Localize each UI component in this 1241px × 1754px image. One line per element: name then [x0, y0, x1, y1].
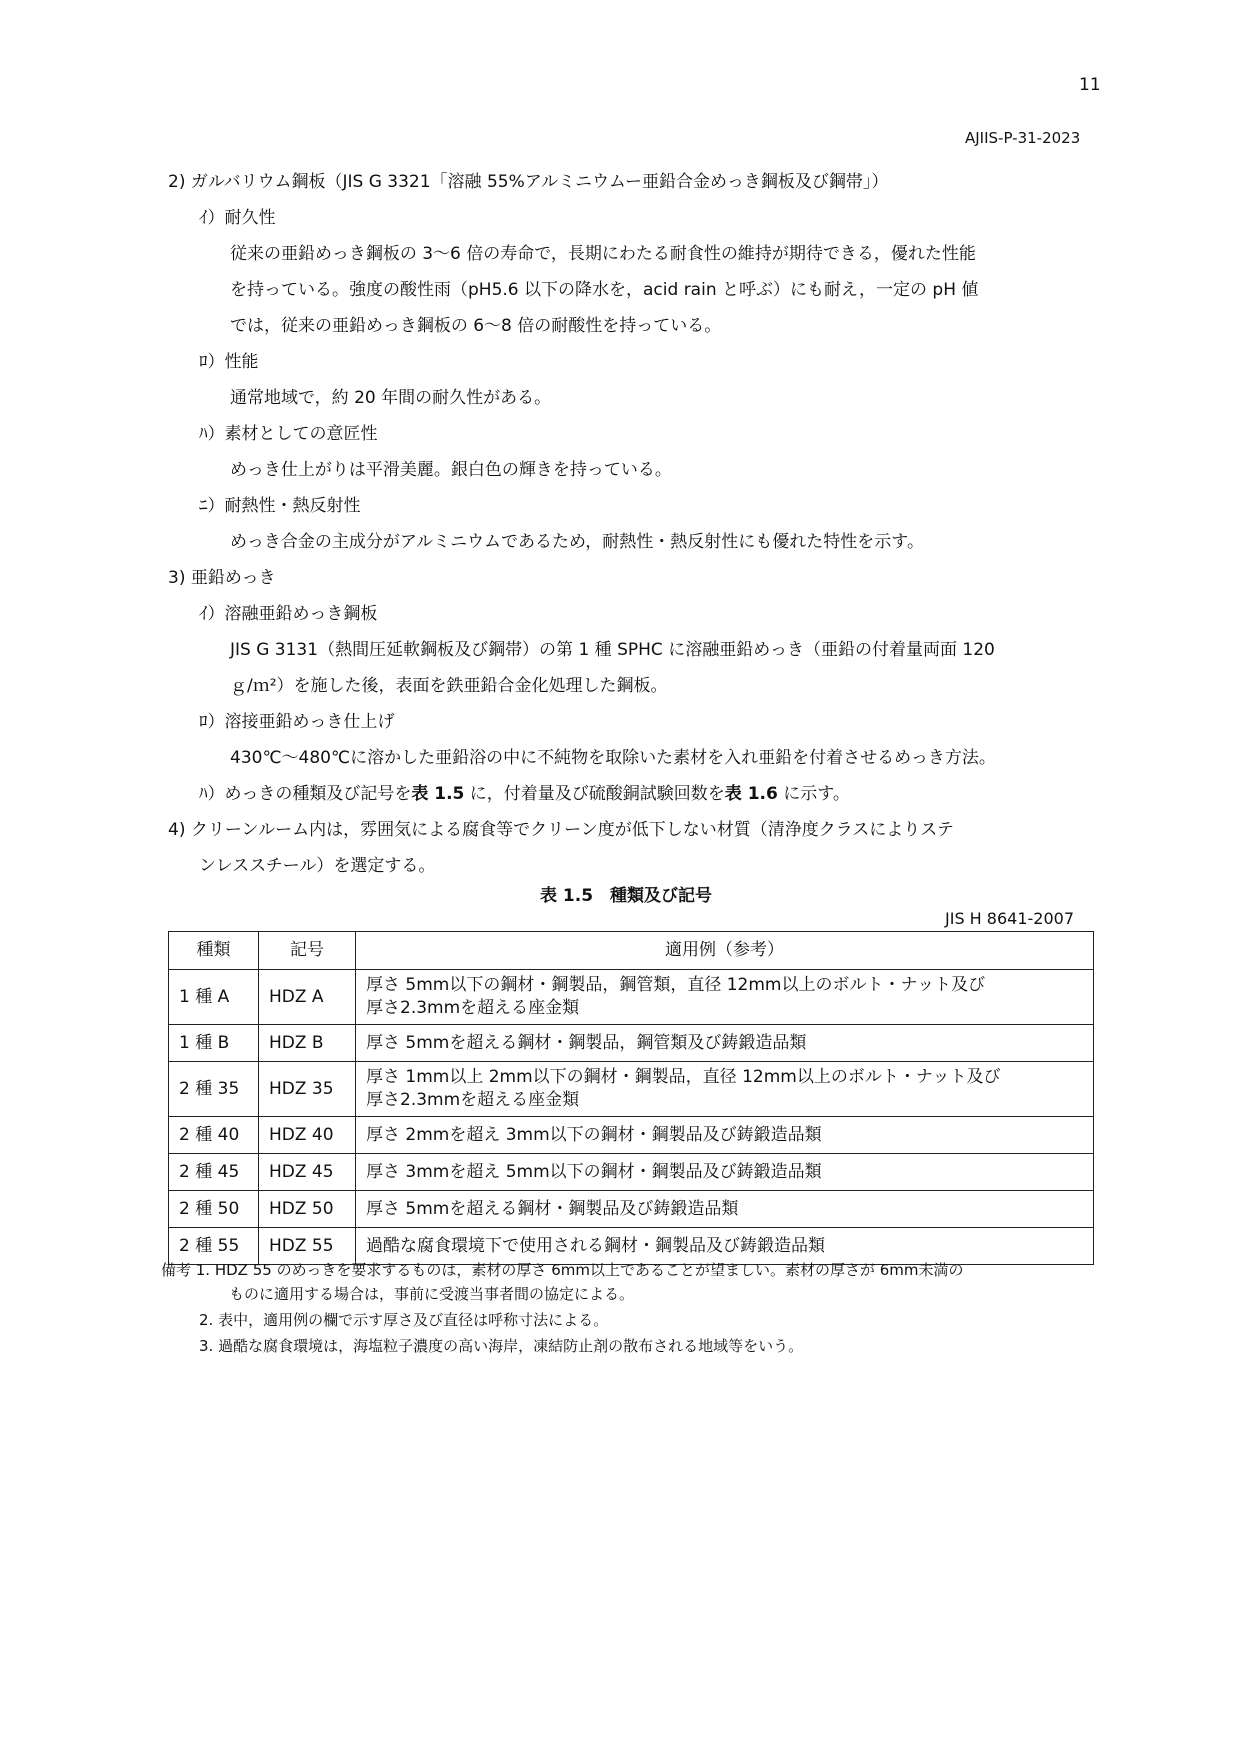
- subsection-heading: ｲ）溶融亜鉛めっき鋼板: [199, 604, 378, 624]
- cell-use: 厚さ 3mmを超え 5mm以下の鋼材・鋼製品及び鋳鍛造品類: [356, 1154, 1094, 1191]
- table-row: [169, 1191, 1094, 1228]
- section-heading: 4) クリーンルーム内は，雰囲気による腐食等でクリーン度が低下しない材質（清浄度クラスによりステ: [168, 820, 954, 840]
- cell-symbol: HDZ 50: [259, 1191, 356, 1228]
- paragraph-line: ンレススチール）を選定する。: [199, 856, 436, 876]
- cell-symbol: HDZ 40: [259, 1117, 356, 1154]
- cell-kind: 2 種 55: [169, 1228, 259, 1265]
- cell-kind: 1 種 B: [169, 1025, 259, 1062]
- document-id: AJIIS-P-31-2023: [965, 129, 1081, 147]
- table-reference: 表 1.6: [724, 784, 778, 804]
- use-line: 厚さ 1mm以上 2mm以下の鋼材・鋼製品，直径 12mm以上のボルト・ナット及び: [366, 1067, 1001, 1087]
- subsection-heading: ﾊ）素材としての意匠性: [199, 424, 378, 444]
- subsection-heading: ﾛ）性能: [199, 352, 259, 372]
- table-standard: JIS H 8641-2007: [945, 909, 1075, 928]
- subsection-heading: ﾆ）耐熱性・熱反射性: [199, 496, 361, 516]
- line-text: に示す。: [777, 784, 850, 804]
- subsection-line: [199, 782, 850, 806]
- table-header-row: [169, 932, 1094, 970]
- table-row: [169, 1062, 1094, 1117]
- cell-kind: 1 種 A: [169, 970, 259, 1025]
- cell-kind: 2 種 50: [169, 1191, 259, 1228]
- paragraph-line: 通常地域で，約 20 年間の耐久性がある。: [230, 388, 552, 408]
- cell-use: [356, 1062, 1094, 1117]
- cell-use: [356, 970, 1094, 1025]
- table-reference: 表 1.5: [411, 784, 465, 804]
- table-row: [169, 1154, 1094, 1191]
- page-number: 11: [1079, 75, 1101, 95]
- table-row: [169, 970, 1094, 1025]
- header-symbol: 記号: [259, 932, 356, 970]
- section-heading: 3) 亜鉛めっき: [168, 568, 276, 588]
- subsection-heading: ﾛ）溶接亜鉛めっき仕上げ: [199, 712, 395, 732]
- cell-kind: 2 種 40: [169, 1117, 259, 1154]
- cell-symbol: HDZ A: [259, 970, 356, 1025]
- table-row: [169, 1025, 1094, 1062]
- paragraph-line: 従来の亜鉛めっき鋼板の 3～6 倍の寿命で，長期にわたる耐食性の維持が期待できる，優れた性能: [230, 244, 976, 264]
- cell-use: 厚さ 5mmを超える鋼材・鋼製品，鋼管類及び鋳鍛造品類: [356, 1025, 1094, 1062]
- header-kind: 種類: [169, 932, 259, 970]
- paragraph-line: ｇ/ｍ²）を施した後，表面を鉄亜鉛合金化処理した鋼板。: [230, 676, 668, 696]
- use-line: 厚さ 5mm以下の鋼材・鋼製品，鋼管類，直径 12mm以上のボルト・ナット及び: [366, 975, 986, 995]
- cell-symbol: HDZ 35: [259, 1062, 356, 1117]
- cell-use: 厚さ 5mmを超える鋼材・鋼製品及び鋳鍛造品類: [356, 1191, 1094, 1228]
- cell-symbol: HDZ 55: [259, 1228, 356, 1265]
- table-caption: 表 1.5 種類及び記号: [540, 886, 713, 906]
- line-text: ﾊ）めっきの種類及び記号を: [199, 784, 412, 804]
- section-heading: 2) ガルバリウム鋼板（JIS G 3321「溶融 55%アルミニウムー亜鉛合金めっき鋼板及び鋼帯」）: [168, 172, 889, 192]
- subsection-heading: ｲ）耐久性: [199, 208, 276, 228]
- header-use: 適用例（参考）: [356, 932, 1094, 970]
- cell-symbol: HDZ 45: [259, 1154, 356, 1191]
- use-line: 厚さ2.3mmを超える座金類: [366, 1090, 580, 1110]
- paragraph-line: 430℃～480℃に溶かした亜鉛浴の中に不純物を取除いた素材を入れ亜鉛を付着させるめっき方法。: [230, 748, 996, 768]
- cell-kind: 2 種 35: [169, 1062, 259, 1117]
- spec-table: [168, 931, 1094, 1265]
- table-note: ものに適用する場合は，事前に受渡当事者間の協定による。: [229, 1285, 635, 1303]
- table-note: 3. 過酷な腐食環境は，海塩粒子濃度の高い海岸，凍結防止剤の散布される地域等をいう。: [199, 1337, 804, 1355]
- table-note: 2. 表中，適用例の欄で示す厚さ及び直径は呼称寸法による。: [199, 1311, 609, 1329]
- paragraph-line: JIS G 3131（熱間圧延軟鋼板及び鋼帯）の第 1 種 SPHC に溶融亜鉛めっき（亜鉛の付着量両面 120: [230, 640, 995, 660]
- paragraph-line: を持っている。強度の酸性雨（pH5.6 以下の降水を，acid rain と呼ぶ）にも耐え，一定の pH 値: [230, 280, 979, 300]
- cell-kind: 2 種 45: [169, 1154, 259, 1191]
- paragraph-line: では，従来の亜鉛めっき鋼板の 6～8 倍の耐酸性を持っている。: [230, 316, 722, 336]
- cell-use: 厚さ 2mmを超え 3mm以下の鋼材・鋼製品及び鋳鍛造品類: [356, 1117, 1094, 1154]
- cell-use: 過酷な腐食環境下で使用される鋼材・鋼製品及び鋳鍛造品類: [356, 1228, 1094, 1265]
- cell-symbol: HDZ B: [259, 1025, 356, 1062]
- paragraph-line: めっき仕上がりは平滑美麗。銀白色の輝きを持っている。: [230, 460, 672, 480]
- table-note: 備考 1. HDZ 55 のめっきを要求するものは，素材の厚さ 6mm以上であることが望ましい。素材の厚さが 6mm未満の: [161, 1261, 964, 1279]
- line-text: に，付着量及び硫酸銅試験回数を: [464, 784, 725, 804]
- use-line: 厚さ2.3mmを超える座金類: [366, 998, 580, 1018]
- table-row: [169, 1117, 1094, 1154]
- paragraph-line: めっき合金の主成分がアルミニウムであるため，耐熱性・熱反射性にも優れた特性を示す。: [230, 532, 924, 552]
